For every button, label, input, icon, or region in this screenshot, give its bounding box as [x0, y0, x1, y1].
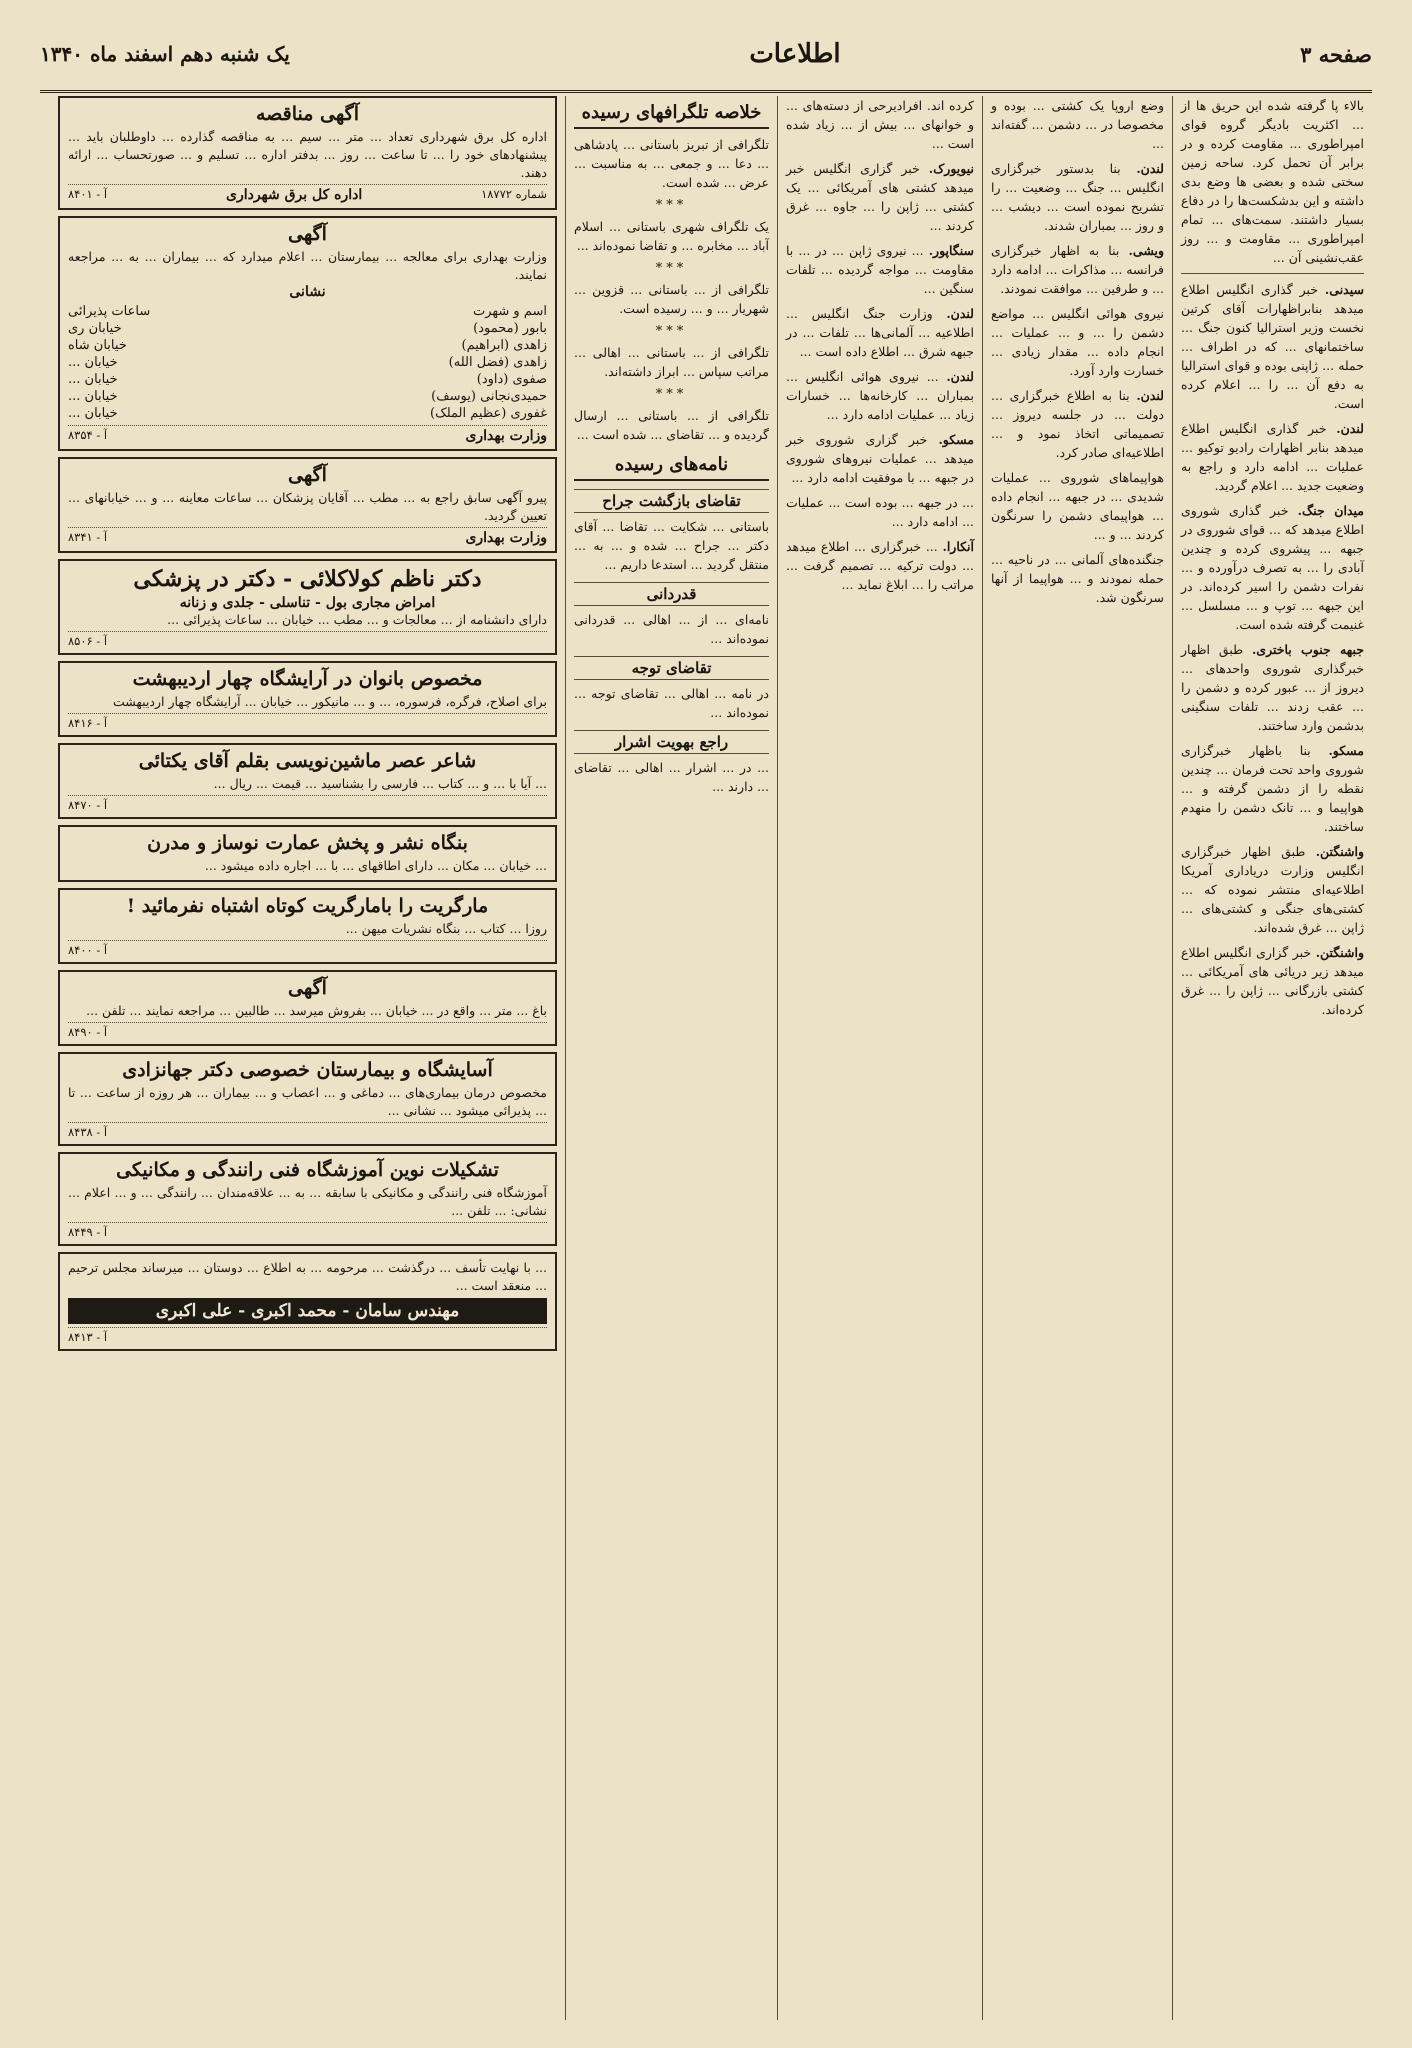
article-text: بنا بدستور خبرگزاری انگلیس ... جنگ ... وضعیت ... را تشریح نموده است ... دیشب ... و روز ... بمباران شدند. [987, 161, 1164, 233]
letter-text: ... در ... اشرار ... اهالی ... تقاضای ... دارند ... [570, 760, 769, 794]
article [782, 537, 974, 594]
list-item [68, 405, 547, 422]
separator-stars: *** [655, 324, 688, 339]
ad-title: آگهی [288, 977, 327, 999]
telegram-item: تلگرافی از ... باستانی ... ارسال گردیده و ... تقاضای ... شده است ... [570, 408, 769, 442]
column-1 [1172, 96, 1372, 2020]
article-text: وزارت جنگ انگلیس ... اطلاعیه ... آلمانی‌ها ... تلفات ... در جبهه شرق ... اطلاع داده است ... [782, 306, 974, 359]
article [782, 430, 974, 487]
article-text: جنگنده‌های آلمانی ... در ناحیه ... حمله نمودند و ... هواپیما از آنها سرنگون شد. [987, 552, 1164, 605]
issue-date: یک شنبه دهم اسفند ماه ۱۳۴۰ [40, 42, 290, 66]
article [987, 386, 1164, 462]
column-3 [777, 96, 982, 2020]
list-item [68, 388, 547, 405]
ad-salon [58, 661, 557, 737]
telegram-item: تلگرافی از تبریز باستانی ... پادشاهی ... دعا ... و جمعی ... به مناسبت ... عرض ... شده است. [570, 137, 769, 190]
article [987, 159, 1164, 235]
separator-stars: *** [655, 387, 688, 402]
list-cell: زاهدی (فضل الله) [448, 355, 547, 370]
dateline: میدان جنگ. [1297, 503, 1364, 518]
ad-ref: آ - ۸۳۴۱ [68, 530, 108, 544]
letter-text: در نامه ... اهالی ... تقاضای توجه ... نموده‌اند ... [570, 686, 769, 720]
telegram-item: یک تلگراف شهری باستانی ... اسلام آباد ... مخابره ... و تقاضا نموده‌اند ... [570, 219, 769, 253]
ad-footer [68, 527, 547, 546]
ad-footer [68, 1222, 547, 1239]
ad-subtitle: نشانی [289, 284, 326, 300]
ad-text: پیرو آگهی سابق راجع به ... مطب ... آقایان پزشکان ... ساعات معاینه ... و ... خیابانهای ... تعیین گردید. [64, 490, 547, 523]
ad-ref: آ - ۸۴۴۹ [68, 1225, 108, 1239]
ad-text: دارای دانشنامه از ... معالجات و ... مطب ... خیابان ... ساعات پذیرائی ... [167, 612, 547, 627]
dateline: نیویورک. [928, 161, 974, 176]
separator-stars: *** [655, 261, 688, 276]
article-text: ... نیروی ژاپن ... در ... با مقاومت ... مواجه گردیده ... تلفات سنگین ... [782, 243, 974, 296]
ad-footer [68, 425, 547, 444]
ad-footer [68, 940, 547, 957]
ad-ref: آ - ۸۴۹۰ [68, 1025, 108, 1039]
dateline: لندن. [1136, 388, 1164, 403]
article [1177, 741, 1364, 836]
article [1177, 943, 1364, 1019]
newspaper-name: اطلاعات [749, 39, 841, 69]
ad-margarita [58, 888, 557, 964]
dateline: سیدنی. [1324, 282, 1364, 297]
list-cell: خیابان ... [68, 406, 118, 421]
article-text: ... نیروی هوائی انگلیس ... بمباران ... کارخانه‌ها ... خسارات زیاد ... عملیات ادامه دارد ... [782, 369, 974, 422]
ad-footer [68, 1022, 547, 1039]
article [1177, 419, 1364, 495]
list-cell: زاهدی (ابراهیم) [461, 338, 547, 353]
dateline: لندن. [1336, 421, 1364, 436]
ad-ref: آ - ۸۴۷۰ [68, 798, 108, 812]
list-cell: خیابان ری [68, 321, 122, 336]
article [1177, 280, 1364, 413]
dateline: واشنگتن. [1315, 844, 1364, 859]
page-number: صفحه ۳ [1300, 41, 1372, 67]
list-cell: خیابان شاه [68, 338, 127, 353]
dateline: لندن. [1136, 161, 1164, 176]
ad-title: آسایشگاه و بیمارستان خصوصی دکتر جهانزادی [122, 1059, 493, 1081]
ad-footer [68, 795, 547, 812]
ad-title: آگهی مناقصه [256, 103, 359, 125]
letter-text: نامه‌ای ... از ... اهالی ... قدردانی نموده‌اند ... [570, 612, 769, 646]
list-item [68, 303, 547, 320]
ads-column [50, 96, 565, 2020]
list-cell: اسم و شهرت [473, 304, 547, 319]
list-cell: ساعات پذیرائی [68, 304, 151, 319]
ad-tender [58, 96, 557, 210]
list-cell: غفوری (عظیم الملک) [430, 406, 547, 421]
article [782, 159, 974, 235]
ad-ref: آ - ۸۴۱۶ [68, 716, 108, 730]
article-text: بنا به اظهار خبرگزاری فرانسه ... مذاکرات ... ادامه دارد ... و طرفین ... موافقت نمودند. [987, 243, 1164, 296]
ad-ref: آ - ۸۴۳۸ [68, 1125, 108, 1139]
article-text: خبر گذاری شوروی اطلاع میدهد که ... قوای شوروی در جبهه ... پیشروی کرده و چندین آبادی را ... به تصرف درآورده و ... نفرات دشمن را اسیر کرده‌اند. در این جبهه ... توپ و ... مسلسل ... غنیمت گرفته شده است. [1177, 503, 1364, 632]
list-cell: خیابان ... [68, 355, 118, 370]
article-lead: وضع اروپا یک کشتی ... بوده و مخصوصا در ... دشمن ... گفته‌اند ... [987, 98, 1164, 151]
letter-heading: تقاضای بازگشت جراح [574, 489, 769, 513]
article-text: ... در جبهه ... بوده است ... عملیات ... ادامه دارد ... [782, 495, 974, 529]
ad-ref: آ - ۸۴۱۳ [68, 1330, 108, 1344]
article-text: خبر گذاری انگلیس اطلاع میدهد بنابراظهارات آقای کرتین نخست وزیر استرالیا کنون جنگ ... ساختمانهای ... که در اطراف ... حمله ... ژاپنی بوده و قوای استرالیا به دفع آن ... را ... اعلام کرده است. [1177, 282, 1364, 411]
article [1177, 640, 1364, 735]
dateline: جبهه جنوب باختری. [1251, 642, 1364, 657]
ad-footer [68, 713, 547, 730]
dateline: واشنگتن. [1315, 945, 1364, 960]
article [782, 241, 974, 298]
article-lead: بالاء پا گرفته شده این حریق ها از ... اکثریت بادیگر گروه قوای امپراطوری ... مقاومت کرده و در برابر آن تحمل کرد. ساحه زمین سختی شده و بعضی ها وضع بدی داشته و این بدشکست‌ها را در دفاع بسیار داشتند. سمت‌های ... تمام امپراطوری ... مقاومت و ... روز عقب‌نشینی آن ... [1177, 98, 1364, 265]
ad-title: مخصوص بانوان در آرایشگاه چهار اردیبهشت [132, 668, 483, 690]
ad-ref: آ - ۸۳۵۴ [68, 428, 108, 442]
list-item [68, 371, 547, 388]
telegram-item: تلگرافی از ... باستانی ... قزوین ... شهریار ... و ... رسیده است. [570, 282, 769, 316]
ad-text: ... آیا با ... و ... کتاب ... فارسی را بشناسید ... قیمت ... ریال ... [213, 776, 547, 791]
article [987, 241, 1164, 298]
ad-text: ... با نهایت تأسف ... درگذشت ... مرحومه ... به اطلاع ... دوستان ... میرساند مجلس ترحیم ... منعقد است ... [64, 1260, 547, 1293]
list-item [68, 337, 547, 354]
ad-number: شماره ۱۸۷۷۲ [481, 187, 547, 201]
ad-title: آگهی [288, 223, 327, 245]
ad-text: ... خیابان ... مکان ... دارای اطاقهای ... با ... اجاره داده میشود ... [204, 858, 547, 873]
article-text: نیروی هوائی انگلیس ... مواضع دشمن را ... و ... عملیات ... انجام داده ... مقدار زیادی ... خسارت وارد آورد. [987, 306, 1164, 378]
list-cell: حمیدی‌نجانی (یوسف) [431, 389, 547, 404]
article [1177, 501, 1364, 634]
ad-signature: مهندس سامان - محمد اکبری - علی اکبری [68, 1298, 547, 1324]
ad-notice [58, 457, 557, 553]
list-cell: صفوی (داود) [476, 372, 547, 387]
columns [40, 96, 1372, 2020]
telegram-item: تلگرافی از ... باستانی ... اهالی ... مراتب سپاس ... ابراز داشته‌اند. [570, 345, 769, 379]
list-cell: خیابان ... [68, 372, 118, 387]
article-text: هواپیماهای شوروی ... عملیات شدیدی ... در جبهه ... انجام داده ... هواپیمای دشمن را سرنگون کردند ... و ... [987, 470, 1164, 542]
ad-text: آموزشگاه فنی رانندگی و مکانیکی با سابقه ... به ... علاقه‌مندان ... رانندگی ... و ... اعلام ... نشانی: ... تلفن ... [64, 1185, 547, 1218]
ad-building [58, 825, 557, 882]
divider [1181, 273, 1364, 274]
article [782, 304, 974, 361]
ad-footer [68, 1327, 547, 1344]
ad-title: مارگریت را بامارگریت کوتاه اشتباه نفرمائید ! [126, 895, 489, 917]
article-text: بنا به اطلاع خبرگزاری ... دولت ... در جلسه دیروز ... تصمیماتی اتخاذ نمود و ... اطلاعیه‌ای صادر کرد. [987, 388, 1164, 460]
ad-hospital [58, 1052, 557, 1146]
section-title: خلاصه تلگرافهای رسیده [574, 98, 769, 129]
ad-ref: آ - ۸۵۰۶ [68, 634, 108, 648]
article-text: ... خبرگزاری ... اطلاع میدهد ... دولت ترکیه ... تصمیم گرفت ... مراتب را ... ابلاغ نماید ... [782, 539, 974, 592]
article-text: بنا باظهار خبرگزاری شوروی واحد تحت فرمان ... چندین نقطه را از دشمن گرفته و ... هواپیما و ... تانک دشمن را منهدم ساختند. [1177, 743, 1364, 834]
list-item [68, 320, 547, 337]
ad-signature: وزارت بهداری [465, 530, 547, 546]
ad-footer [68, 184, 547, 203]
ad-book [58, 743, 557, 819]
ad-health-ministry [58, 216, 557, 451]
article-text: خبر گزاری شوروی خبر میدهد ... عملیات نیروهای شوروی در جبهه ... با موفقیت ادامه دارد ... [782, 432, 974, 485]
ad-title: شاعر عصر ماشین‌نویسی بقلم آقای یکتائی [138, 750, 477, 772]
column-2 [982, 96, 1172, 2020]
ad-signature: اداره کل برق شهرداری [225, 187, 363, 203]
section-title: نامه‌های رسیده [574, 450, 769, 481]
letter-heading: راجع بهویت اشرار [574, 730, 769, 754]
dateline: سنگاپور. [928, 243, 974, 258]
list-cell: بابور (محمود) [473, 321, 547, 336]
letter-text: باستانی ... شکایت ... تقاضا ... آقای دکتر ... جراح ... شده و ... به ... منتقل گردید ... استدعا داریم ... [570, 519, 769, 572]
article-text: خبر گزاری انگلیس خبر میدهد کشتی های آمریکائی ... یک کشتی ... ژاپن را ... جاوه ... غرق کردند ... [782, 161, 974, 233]
article-text: خبر گذاری انگلیس اطلاع میدهد بنابر اظهارات رادیو توکیو ... عملیات ... ادامه دارد و راجع به وضعیت جدید ... اعلام گردید. [1177, 421, 1364, 493]
ad-text: روزا ... کتاب ... بنگاه نشریات میهن ... [345, 921, 547, 936]
column-4 [565, 96, 777, 2020]
ad-driving-school [58, 1152, 557, 1246]
ad-signature: وزارت بهداری [465, 428, 547, 444]
dateline: لندن. [946, 369, 974, 384]
list-cell: خیابان ... [68, 389, 118, 404]
article-text: خبر گزاری انگلیس اطلاع میدهد زیر دریائی های آمریکائی ... کشتی بازرگانی ... ژاپن را ... غرق کرده‌اند. [1177, 945, 1364, 1017]
article [782, 367, 974, 424]
dateline: لندن. [946, 306, 974, 321]
article [1177, 842, 1364, 937]
ad-title: تشکیلات نوین آموزشگاه فنی رانندگی و مکانیکی [116, 1159, 499, 1181]
ad-title: دکتر ناظم کولاکلائی - دکتر در پزشکی [133, 566, 482, 592]
ad-condolence [58, 1252, 557, 1351]
ad-garden [58, 970, 557, 1046]
separator-stars: *** [655, 198, 688, 213]
article-lead: کرده اند. افرادیرحی از دسته‌های ... و خوانهای ... بیش از ... زیاد شده است ... [782, 98, 974, 151]
list-item [68, 354, 547, 371]
dateline: مسکو. [938, 432, 974, 447]
ad-text: باغ ... متر ... واقع در ... خیابان ... بفروش میرسد ... طالبین ... مراجعه نمایند ... تلفن ... [86, 1003, 547, 1018]
ad-subtitle: امراض مجاری بول - تناسلی - جلدی و زنانه [179, 595, 436, 611]
masthead [40, 18, 1372, 93]
letter-heading: تقاضای توجه [574, 656, 769, 680]
article-text: طبق اظهار خبرگزاری انگلیس وزارت دریاداری آمریکا اطلاعیه‌ای منتشر نموده که ... کشتی‌های جنگی و کشتی‌های ... ژاپن ... غرق شده‌اند. [1177, 844, 1364, 935]
ad-ref: آ - ۸۴۰۱ [68, 187, 108, 201]
ad-title: بنگاه نشر و پخش عمارت نوساز و مدرن [147, 832, 468, 854]
ad-text: برای اصلاح، فرگره، فرسوره، ... و ... مانیکور ... خیابان ... آرایشگاه چهار اردیبهشت [112, 694, 547, 709]
ad-doctor [58, 559, 557, 655]
ad-text: اداره کل برق شهرداری تعداد ... متر ... سیم ... به مناقصه گذارده ... داوطلبان باید ... پیشنهادهای خود را ... تا ساعت ... روز ... بدفتر اداره ... تسلیم و ... صورتحساب ... ارائه دهند. [64, 129, 547, 180]
article-text: طبق اظهار خبرگذاری شوروی واحدهای ... دیروز از ... عبور کرده و دشمن را ... عقب زدند ... تلفات سنگینی بدشمن وارد ساختند. [1177, 642, 1364, 733]
ad-footer [68, 631, 547, 648]
ad-title: آگهی [288, 464, 327, 486]
physician-list [68, 303, 547, 422]
letter-heading: قدردانی [574, 582, 769, 606]
dateline: ویشی. [1128, 243, 1164, 258]
ad-text: مخصوص درمان بیماری‌های ... دماغی و ... اعصاب و ... بیماران ... هر روزه از ساعت ... تا ... پذیرائی میشود ... نشانی ... [64, 1085, 547, 1118]
dateline: مسکو. [1328, 743, 1364, 758]
ad-footer [68, 1122, 547, 1139]
dateline: آنکارا. [942, 539, 974, 554]
ad-ref: آ - ۸۴۰۰ [68, 943, 108, 957]
ad-text: وزارت بهداری برای معالجه ... بیمارستان ... اعلام میدارد که ... بیماران ... به ... مراجعه نمایند. [64, 249, 547, 282]
